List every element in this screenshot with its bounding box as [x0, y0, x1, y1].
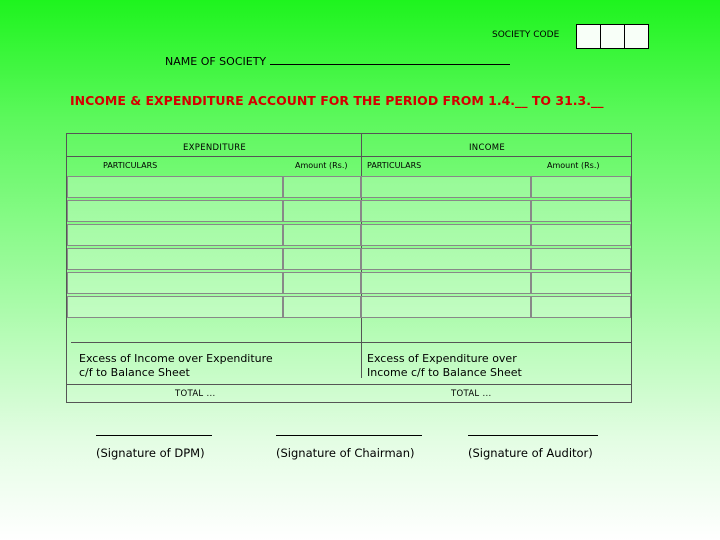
name-of-society-line [165, 54, 510, 68]
excess-income-line1: Excess of Income over Expenditure [79, 352, 273, 365]
table-cell[interactable] [67, 296, 283, 318]
table-cell[interactable] [531, 176, 631, 198]
header-divider [67, 156, 631, 157]
total-right: TOTAL ... [451, 389, 492, 399]
total-row-divider [67, 384, 631, 385]
table-cell[interactable] [67, 176, 283, 198]
col-particulars-left: PARTICULARS [103, 161, 158, 170]
society-code-boxes [576, 24, 649, 49]
name-of-society-label: NAME OF SOCIETY [165, 55, 267, 68]
society-code-label: SOCIETY CODE [492, 30, 560, 40]
society-code-box[interactable] [577, 25, 601, 48]
col-amount-right: Amount (Rs.) [547, 161, 600, 170]
table-cell[interactable] [67, 248, 283, 270]
table-cell[interactable] [283, 272, 361, 294]
signature-line-auditor[interactable] [468, 435, 598, 436]
signature-chairman-label: (Signature of Chairman) [276, 446, 415, 460]
expenditure-header: EXPENDITURE [183, 143, 247, 153]
table-cell[interactable] [67, 224, 283, 246]
income-header: INCOME [469, 143, 505, 153]
table-cell[interactable] [361, 272, 531, 294]
excess-income-line2: c/f to Balance Sheet [79, 366, 190, 379]
table-cell[interactable] [531, 200, 631, 222]
excess-expenditure-line1: Excess of Expenditure over [367, 352, 517, 365]
society-code-box[interactable] [601, 25, 625, 48]
table-cell[interactable] [67, 272, 283, 294]
table-cell[interactable] [361, 296, 531, 318]
excess-row-divider [71, 342, 631, 343]
table-cell[interactable] [283, 248, 361, 270]
signature-line-dpm[interactable] [96, 435, 212, 436]
page-title: INCOME & EXPENDITURE ACCOUNT FOR THE PERIOD FROM 1.4.__ TO 31.3.__ [70, 93, 604, 108]
col-particulars-right: PARTICULARS [367, 161, 422, 170]
income-expenditure-table [66, 133, 632, 403]
signature-auditor-label: (Signature of Auditor) [468, 446, 593, 460]
excess-expenditure-line2: Income c/f to Balance Sheet [367, 366, 522, 379]
table-cell[interactable] [283, 224, 361, 246]
society-code-box[interactable] [625, 25, 648, 48]
excess-income-label [79, 352, 273, 380]
table-cell[interactable] [283, 176, 361, 198]
table-cell[interactable] [361, 224, 531, 246]
table-cell[interactable] [283, 200, 361, 222]
signature-line-chairman[interactable] [276, 435, 422, 436]
name-of-society-blank[interactable] [270, 54, 510, 65]
table-cell[interactable] [531, 224, 631, 246]
table-cell[interactable] [531, 296, 631, 318]
col-amount-left: Amount (Rs.) [295, 161, 348, 170]
total-left: TOTAL ... [175, 389, 216, 399]
table-cell[interactable] [67, 200, 283, 222]
excess-expenditure-label [367, 352, 522, 380]
table-cell[interactable] [361, 248, 531, 270]
table-cell[interactable] [531, 248, 631, 270]
table-cell[interactable] [283, 296, 361, 318]
signature-dpm-label: (Signature of DPM) [96, 446, 205, 460]
table-cell[interactable] [361, 200, 531, 222]
table-cell[interactable] [531, 272, 631, 294]
table-cell[interactable] [361, 176, 531, 198]
